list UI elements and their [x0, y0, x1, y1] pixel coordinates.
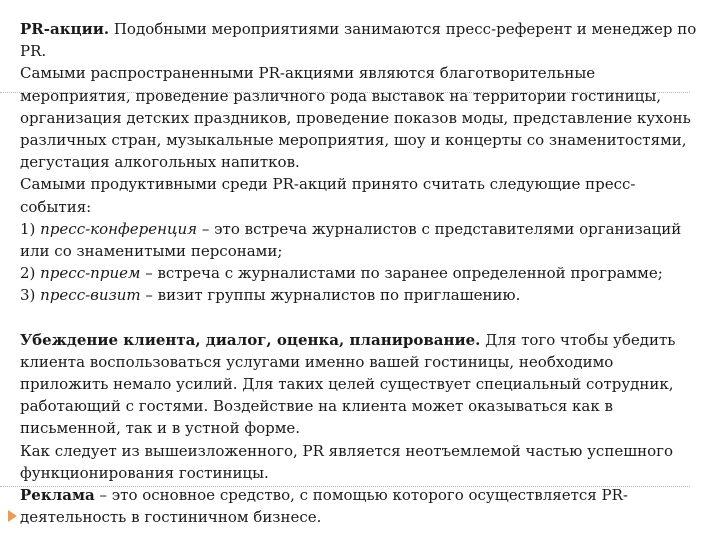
bullet-arrow-icon — [8, 510, 17, 522]
event-term: пресс-прием — [40, 264, 141, 283]
advertising-text: – это основное средство, с помощью которого осуществляется PR-деятельность в гостиничном бизнесе. — [20, 486, 628, 527]
event-description: – встреча с журналистами по заранее определенной программе; — [140, 264, 663, 283]
pr-actions-intro: Подобными мероприятиями занимаются пресс-референт и менеджер по PR. — [20, 20, 697, 61]
slide-content — [20, 18, 700, 528]
persuasion-title: Убеждение клиента, диалог, оценка, планирование. — [20, 330, 481, 349]
pr-actions-title: PR-акции. — [20, 20, 110, 38]
event-description: – визит группы журналистов по приглашению. — [140, 286, 521, 305]
event-number: 2) — [20, 264, 41, 283]
conclusion-paragraph: Как следует из вышеизложенного, PR является неотъемлемой частью успешного функционирования гостиницы. — [20, 441, 674, 482]
event-term: пресс-конференция — [40, 219, 198, 238]
event-number: 1) — [20, 219, 41, 238]
event-number: 3) — [20, 286, 41, 305]
event-item — [20, 262, 700, 284]
persuasion-text: Для того чтобы убедить клиента воспользоваться услугами именно вашей гостиницы, необходимо приложить немало усилий. Для таких целей существует специальный сотрудник, работающий с гостями. Воздействие на клиента может оказываться как в письменной, так и в устной форме. — [20, 330, 676, 438]
event-term: пресс-визит — [40, 286, 141, 305]
pr-actions-paragraph — [20, 18, 700, 62]
event-item — [20, 284, 700, 306]
event-item — [20, 218, 700, 262]
event-description: – это встреча журналистов с представителями организаций или со знаменитыми персонами; — [20, 219, 682, 261]
paragraph-gap — [20, 307, 700, 329]
productive-actions-paragraph: Самыми продуктивными среди PR-акций принято считать следующие пресс-события: — [20, 175, 636, 216]
popular-actions-paragraph: Самыми распространенными PR-акциями являются благотворительные мероприятия, проведение различного рода выставок на территории гостиницы, организация детских праздников, проведение показов моды, представление кухонь различных стран, музыкальные мероприятия, шоу и концерты со знаменитостями, дегустация алкогольных напитков. — [20, 64, 691, 172]
persuasion-paragraph — [20, 329, 700, 440]
advertising-title: Реклама — [20, 486, 95, 505]
advertising-paragraph — [20, 484, 700, 528]
